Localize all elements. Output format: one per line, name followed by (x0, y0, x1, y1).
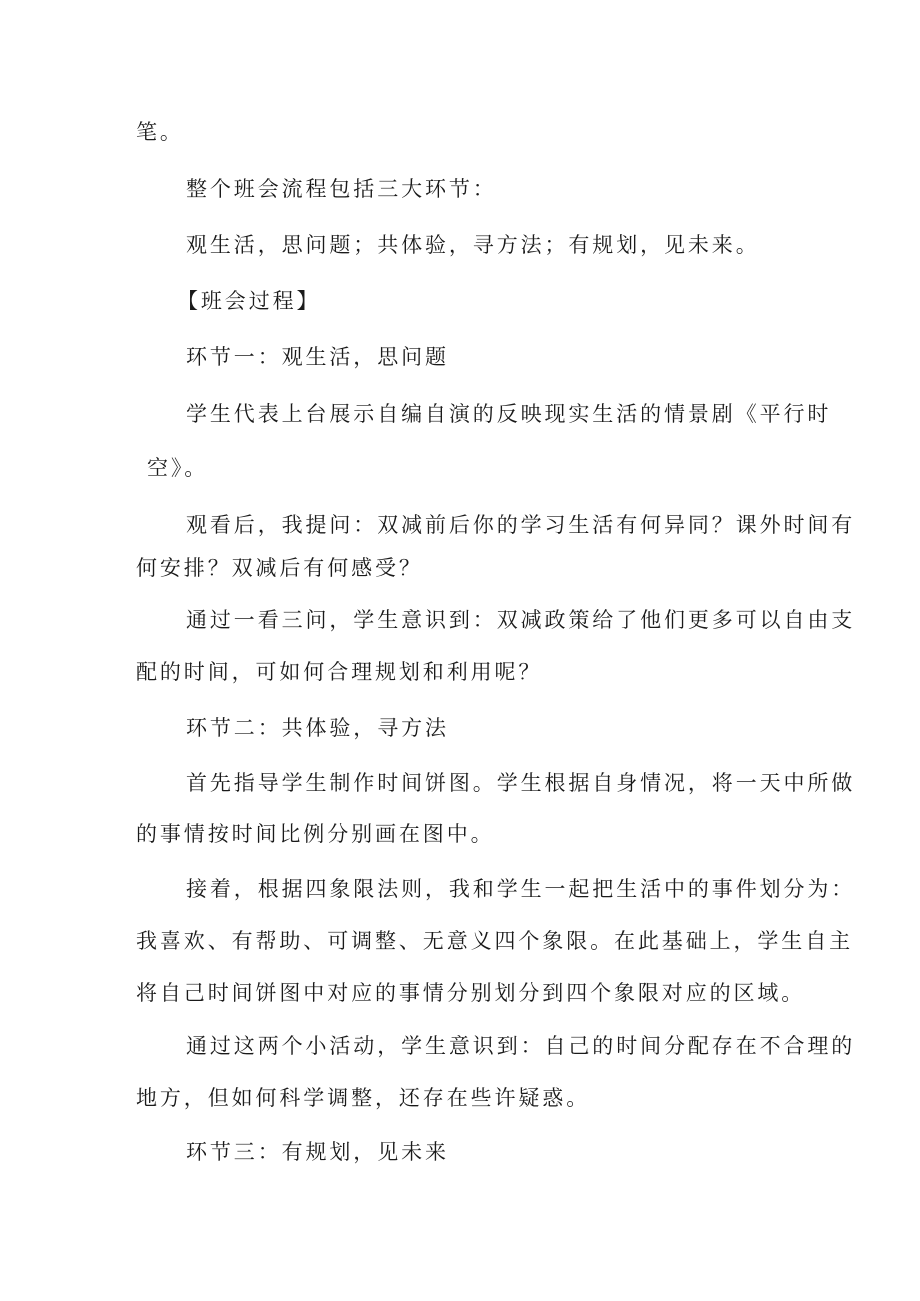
paragraph-line: 学生代表上台展示自编自演的反映现实生活的情景剧《平行时 (186, 402, 832, 426)
paragraph-line: 将自己时间饼图中对应的事情分别划分到四个象限对应的区域。 (136, 981, 806, 1005)
paragraph-line: 通过一看三问，学生意识到：双减政策给了他们更多可以自由支 (186, 608, 856, 632)
paragraph-line: 空》。 (147, 456, 209, 480)
paragraph-line: 观看后，我提问：双减前后你的学习生活有何异同？课外时间有 (186, 513, 856, 537)
paragraph-line: 首先指导学生制作时间饼图。学生根据自身情况，将一天中所做 (186, 771, 856, 795)
paragraph-line: 观生活，思问题；共体验，寻方法；有规划，见未来。 (186, 233, 760, 257)
paragraph-line: 何安排？双减后有何感受？ (136, 556, 423, 580)
paragraph-line: 整个班会流程包括三大环节： (186, 177, 497, 201)
paragraph-line: 笔。 (136, 120, 184, 144)
paragraph-line: 接着，根据四象限法则，我和学生一起把生活中的事件划分为： (186, 877, 856, 901)
section-heading: 【班会过程】 (177, 289, 321, 313)
section-heading: 环节二：共体验，寻方法 (186, 716, 449, 740)
paragraph-line: 的事情按时间比例分别画在图中。 (136, 822, 495, 846)
paragraph-line: 通过这两个小活动，学生意识到：自己的时间分配存在不合理的 (186, 1034, 856, 1058)
paragraph-line: 我喜欢、有帮助、可调整、无意义四个象限。在此基础上，学生自主 (136, 929, 853, 953)
paragraph-line: 地方，但如何科学调整，还存在些许疑惑。 (136, 1086, 591, 1110)
paragraph-line: 配的时间，可如何合理规划和利用呢？ (136, 660, 543, 684)
section-heading: 环节三：有规划，见未来 (186, 1140, 449, 1164)
section-heading: 环节一：观生活，思问题 (186, 345, 449, 369)
